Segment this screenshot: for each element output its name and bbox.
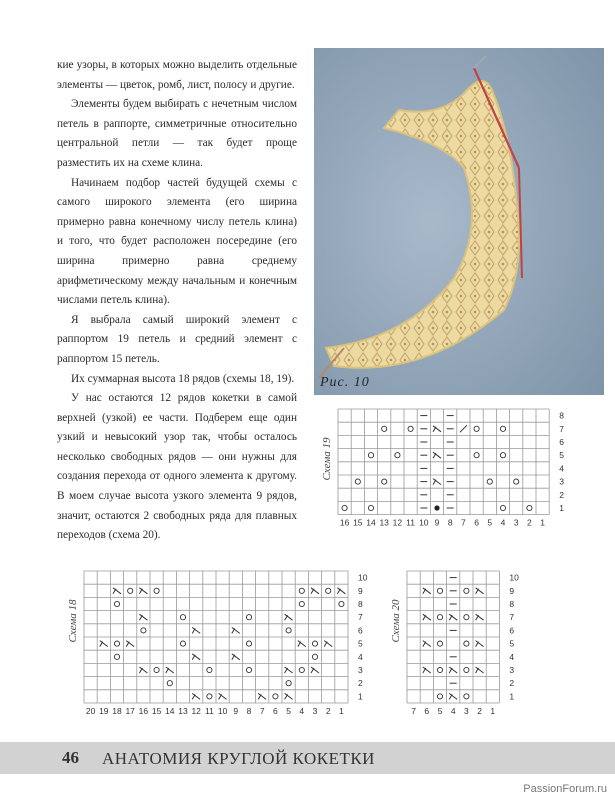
row-number: 10 <box>509 572 519 583</box>
column-number: 15 <box>353 517 363 528</box>
yarn-over-symbol <box>273 694 278 699</box>
column-number: 2 <box>527 517 532 528</box>
yarn-over-symbol <box>437 641 442 646</box>
yarn-over-symbol <box>326 588 331 593</box>
knitting-photo <box>314 48 604 395</box>
row-number: 1 <box>559 503 564 513</box>
paragraph: Я выбрала самый широкий элемент с раппортом 19 петель и средний элемент с раппортом 15 петель. <box>57 313 297 365</box>
k2tog-left-symbol <box>192 693 200 699</box>
yarn-over-symbol <box>395 453 400 458</box>
row-number: 6 <box>358 625 363 636</box>
running-title: АНАТОМИЯ КРУГЛОЙ КОКЕТКИ <box>102 749 375 768</box>
k2tog-left-symbol <box>139 588 147 594</box>
body-text-column <box>57 56 297 546</box>
yarn-over-symbol <box>500 426 505 431</box>
k2tog-left-symbol <box>423 667 431 673</box>
k2tog-left-symbol <box>285 614 293 620</box>
yarn-over-symbol <box>154 667 159 672</box>
k2tog-left-symbol <box>476 667 484 673</box>
row-number: 1 <box>509 691 515 702</box>
column-number: 18 <box>112 706 122 716</box>
column-number: 1 <box>339 706 344 716</box>
column-number: 2 <box>477 706 482 716</box>
column-number: 4 <box>450 706 456 716</box>
lace-yoke-illustration <box>314 48 604 395</box>
yarn-over-symbol <box>246 667 251 672</box>
bobble-symbol <box>434 505 439 510</box>
column-number: 8 <box>246 706 252 716</box>
column-number: 19 <box>99 706 109 716</box>
yarn-over-symbol <box>180 641 185 646</box>
column-number: 2 <box>325 706 331 716</box>
column-number: 9 <box>434 517 440 528</box>
k2tog-left-symbol <box>113 588 121 594</box>
k2tog-left-symbol <box>449 667 457 673</box>
photo-caption: Рис. 10 <box>320 375 370 390</box>
column-number: 9 <box>233 706 239 716</box>
column-number: 6 <box>424 706 430 716</box>
k2tog-left-symbol <box>311 667 319 673</box>
column-number: 16 <box>339 517 350 528</box>
column-number: 8 <box>447 517 453 528</box>
k2tog-left-symbol <box>192 654 200 660</box>
yarn-over-symbol <box>167 681 172 686</box>
column-number: 12 <box>191 706 201 716</box>
yarn-over-symbol <box>246 615 251 620</box>
column-number: 16 <box>138 706 149 716</box>
column-number: 4 <box>500 517 506 528</box>
row-number: 4 <box>559 463 564 474</box>
yarn-over-symbol <box>464 641 469 646</box>
column-number: 14 <box>165 706 175 716</box>
column-number: 13 <box>178 706 188 716</box>
yarn-over-symbol <box>312 641 317 646</box>
k2tog-left-symbol <box>285 693 293 699</box>
yarn-over-symbol <box>382 479 387 484</box>
k2tog-left-symbol <box>258 693 266 699</box>
row-number: 6 <box>559 437 564 447</box>
k2tog-left-symbol <box>476 588 484 594</box>
yarn-over-symbol <box>128 588 133 593</box>
page-footer <box>0 742 615 774</box>
yarn-over-symbol <box>299 601 304 606</box>
column-number: 5 <box>286 706 291 716</box>
yarn-over-symbol <box>246 641 251 646</box>
k2tog-left-symbol <box>219 693 227 699</box>
row-number: 6 <box>509 625 515 636</box>
yarn-over-symbol <box>464 667 469 672</box>
yarn-over-symbol <box>141 628 146 633</box>
k2tog-left-symbol <box>423 614 431 620</box>
yarn-over-symbol <box>437 588 442 593</box>
yarn-over-symbol <box>114 641 119 646</box>
row-number: 5 <box>509 638 515 649</box>
k2tog-left-symbol <box>100 641 108 647</box>
column-number: 4 <box>299 706 305 716</box>
yarn-over-symbol <box>474 426 479 431</box>
yarn-over-symbol <box>408 426 413 431</box>
row-number: 2 <box>559 489 564 500</box>
row-number: 7 <box>358 612 363 623</box>
scheme-label: Схема 19 <box>321 437 333 481</box>
k2tog-left-symbol <box>476 614 484 620</box>
row-number: 5 <box>358 638 363 649</box>
yarn-over-symbol <box>500 453 505 458</box>
yarn-over-symbol <box>527 505 532 510</box>
k2tog-left-symbol <box>285 667 293 673</box>
yarn-over-symbol <box>299 588 304 593</box>
column-number: 5 <box>487 517 493 528</box>
k2tog-left-symbol <box>298 641 306 647</box>
column-number: 3 <box>513 517 519 528</box>
yarn-over-symbol <box>514 479 519 484</box>
column-number: 14 <box>366 517 376 528</box>
column-number: 7 <box>411 706 416 716</box>
k2tog-left-symbol <box>166 667 174 673</box>
yarn-over-symbol <box>154 588 159 593</box>
k2tog-left-symbol <box>139 614 147 620</box>
yarn-over-symbol <box>114 654 119 659</box>
row-number: 7 <box>509 612 515 623</box>
paragraph: кие узоры, в которых можно выделить отдельные элементы — цветок, ромб, лист, полосу и другие. <box>57 59 297 91</box>
yarn-over-symbol <box>207 694 212 699</box>
yarn-over-symbol <box>368 453 373 458</box>
yarn-over-symbol <box>342 505 347 510</box>
column-number: 11 <box>406 517 416 528</box>
column-number: 1 <box>540 517 545 528</box>
k2tog-left-symbol <box>433 452 441 458</box>
k2tog-left-symbol <box>423 641 431 647</box>
page-number: 46 <box>62 748 79 767</box>
k2tog-left-symbol <box>449 614 457 620</box>
yarn-over-symbol <box>437 615 442 620</box>
column-number: 10 <box>419 517 429 528</box>
yarn-over-symbol <box>464 694 469 699</box>
row-number: 2 <box>358 678 363 689</box>
yarn-over-symbol <box>474 453 479 458</box>
scheme-label: Схема 20 <box>390 599 402 643</box>
row-number: 8 <box>559 410 564 421</box>
row-number: 4 <box>358 651 363 662</box>
scheme-18 <box>60 567 380 722</box>
column-number: 20 <box>85 706 96 716</box>
column-number: 10 <box>217 706 228 716</box>
yarn-over-symbol <box>286 628 291 633</box>
yarn-over-symbol <box>114 601 119 606</box>
watermark: PassionForum.ru <box>523 783 607 795</box>
column-number: 3 <box>464 706 469 716</box>
yarn-over-symbol <box>286 681 291 686</box>
yarn-over-symbol <box>312 654 317 659</box>
yarn-over-symbol <box>207 667 212 672</box>
k2tog-left-symbol <box>433 426 441 432</box>
column-number: 17 <box>125 706 135 716</box>
row-number: 5 <box>559 450 564 461</box>
scheme-19 <box>310 405 600 530</box>
k2tog-left-symbol <box>139 667 147 673</box>
column-number: 5 <box>437 706 443 716</box>
column-number: 11 <box>204 706 214 716</box>
k2tog-left-symbol <box>449 693 457 699</box>
k2tog-left-symbol <box>324 641 332 647</box>
k2tog-left-symbol <box>126 641 134 647</box>
paragraph: Элементы будем выбирать с нечетным числом петель в раппорте, симметричные относительно центральной петли — так будет проще разместить их на схеме клина. <box>57 98 297 169</box>
k2tog-left-symbol <box>311 588 319 594</box>
k2tog-right-symbol <box>460 425 467 432</box>
k2tog-left-symbol <box>232 627 240 633</box>
column-number: 13 <box>379 517 389 528</box>
yarn-over-symbol <box>500 505 505 510</box>
column-number: 1 <box>490 706 496 716</box>
yarn-over-symbol <box>180 615 185 620</box>
yarn-over-symbol <box>464 615 469 620</box>
scheme-20 <box>385 567 530 722</box>
row-number: 3 <box>509 665 515 675</box>
row-number: 9 <box>358 585 363 596</box>
row-number: 8 <box>358 599 363 609</box>
column-number: 7 <box>461 517 466 528</box>
row-number: 1 <box>358 691 363 702</box>
yarn-over-symbol <box>487 479 492 484</box>
yarn-over-symbol <box>339 601 344 606</box>
yarn-over-symbol <box>355 479 360 484</box>
paragraph: Их суммарная высота 18 рядов (схемы 18, 19). <box>71 372 295 385</box>
paragraph: Начинаем подбор частей будущей схемы с самого широкого элемента (его ширина примерно равна конечному числу петель клина) и того, что будет расположен посередине (его ширина примерно равна среднему арифметическому между начальным и конечным числами петель клина). <box>57 176 297 307</box>
k2tog-left-symbol <box>423 588 431 594</box>
column-number: 6 <box>474 517 479 528</box>
k2tog-left-symbol <box>433 479 441 485</box>
row-number: 7 <box>559 423 564 434</box>
row-number: 9 <box>509 585 515 596</box>
column-number: 7 <box>259 706 265 716</box>
k2tog-left-symbol <box>192 627 200 633</box>
yarn-over-symbol <box>382 426 387 431</box>
paragraph: У нас остаются 12 рядов кокетки в самой верхней (узкой) ее части. Подберем еще один узкий и невысокий узор так, чтобы осталось несколько свободных рядов — они нужны для создания перехода от одного элемента к другому. В моем случае высота узкого элемента 9 рядов, значит, остаются 2 свободных ряда для плавных переходов (схема 20). <box>57 392 297 542</box>
row-number: 8 <box>509 599 515 609</box>
column-number: 12 <box>392 517 403 528</box>
row-number: 10 <box>358 572 368 583</box>
k2tog-left-symbol <box>476 641 484 647</box>
row-number: 3 <box>559 476 564 487</box>
yarn-over-symbol <box>437 667 442 672</box>
yarn-over-symbol <box>299 667 304 672</box>
column-number: 6 <box>273 706 278 716</box>
column-number: 15 <box>151 706 162 716</box>
k2tog-left-symbol <box>337 588 345 594</box>
row-number: 3 <box>358 665 363 675</box>
row-number: 2 <box>509 678 515 689</box>
yarn-over-symbol <box>464 588 469 593</box>
yarn-over-symbol <box>368 505 373 510</box>
yarn-over-symbol <box>437 694 442 699</box>
row-number: 4 <box>509 651 515 662</box>
k2tog-left-symbol <box>232 654 240 660</box>
scheme-label: Схема 18 <box>67 599 79 643</box>
column-number: 3 <box>312 706 318 716</box>
